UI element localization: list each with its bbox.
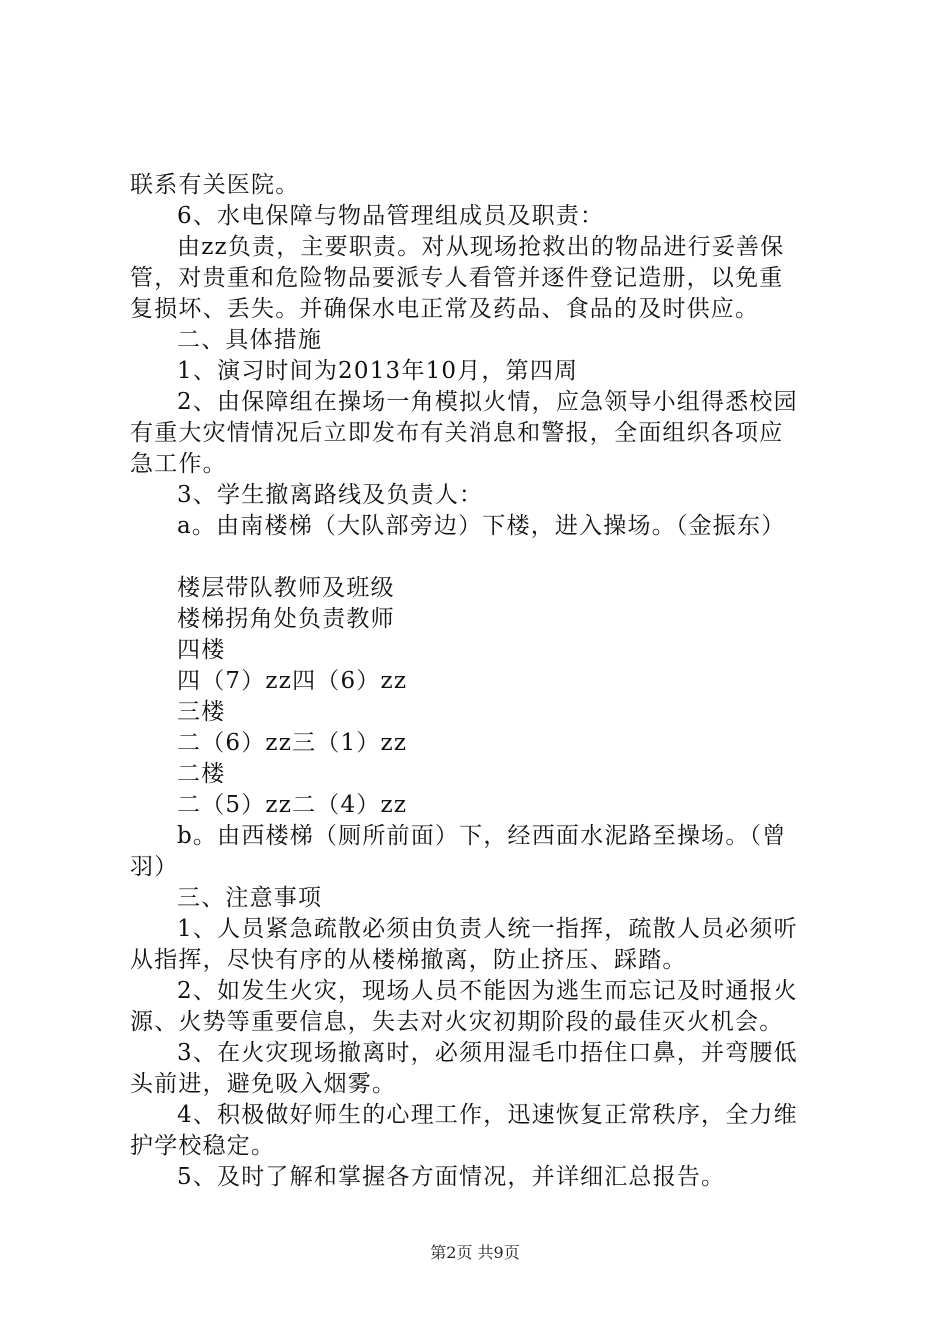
text-line: 羽） — [130, 854, 179, 880]
text-line: 联系有关医院。 — [130, 172, 300, 198]
table-cell: 三楼 — [177, 699, 226, 725]
table-cell: 四（7）zz四（6）zz — [177, 668, 408, 694]
table-cell: 二（6）zz三（1）zz — [177, 730, 408, 756]
section-heading: 三、注意事项 — [177, 885, 323, 911]
document-body — [130, 170, 830, 1193]
text-line: 管，对贵重和危险物品要派专人看管并逐件登记造册，以免重 — [130, 265, 784, 291]
text-line: 4、积极做好师生的心理工作，迅速恢复正常秩序，全力维 — [177, 1102, 798, 1128]
text-line: 头前进，避免吸入烟雾。 — [130, 1071, 397, 1097]
text-line: a。由南楼梯（大队部旁边）下楼，进入操场。（金振东） — [177, 513, 786, 539]
text-line: 2、由保障组在操场一角模拟火情，应急领导小组得悉校园 — [177, 389, 798, 415]
text-line: 2、如发生火灾，现场人员不能因为逃生而忘记及时通报火 — [177, 978, 798, 1004]
text-line: 由zz负责，主要职责。对从现场抢救出的物品进行妥善保 — [177, 234, 785, 260]
text-line: 复损坏、丢失。并确保水电正常及药品、食品的及时供应。 — [130, 296, 760, 322]
text-line: 1、演习时间为2013年10月，第四周 — [177, 358, 579, 384]
table-cell: 四楼 — [177, 637, 226, 663]
blank-line — [130, 542, 830, 573]
table-cell: 二（5）zz二（4）zz — [177, 792, 408, 818]
table-header: 楼层带队教师及班级 — [177, 575, 395, 601]
text-line: 5、及时了解和掌握各方面情况，并详细汇总报告。 — [177, 1164, 726, 1190]
section-heading: 二、具体措施 — [177, 327, 323, 353]
table-cell: 二楼 — [177, 761, 226, 787]
text-line: 源、火势等重要信息，失去对火灾初期阶段的最佳灭火机会。 — [130, 1009, 784, 1035]
text-line: 有重大灾情情况后立即发布有关消息和警报，全面组织各项应 — [130, 420, 784, 446]
page-footer: 第2页 共9页 — [430, 1243, 520, 1262]
section-heading: 6、水电保障与物品管理组成员及职责： — [177, 203, 605, 229]
text-line: 3、在火灾现场撤离时，必须用湿毛巾捂住口鼻，并弯腰低 — [177, 1040, 798, 1066]
text-line: 急工作。 — [130, 451, 227, 477]
table-header: 楼梯拐角处负责教师 — [177, 606, 395, 632]
text-line: 3、学生撤离路线及负责人： — [177, 482, 484, 508]
text-line: 1、人员紧急疏散必须由负责人统一指挥，疏散人员必须听 — [177, 916, 798, 942]
text-line: 从指挥，尽快有序的从楼梯撤离，防止挤压、踩踏。 — [130, 947, 687, 973]
text-line: b。由西楼梯（厕所前面）下，经西面水泥路至操场。（曾 — [177, 823, 787, 849]
text-line: 护学校稳定。 — [130, 1133, 276, 1159]
